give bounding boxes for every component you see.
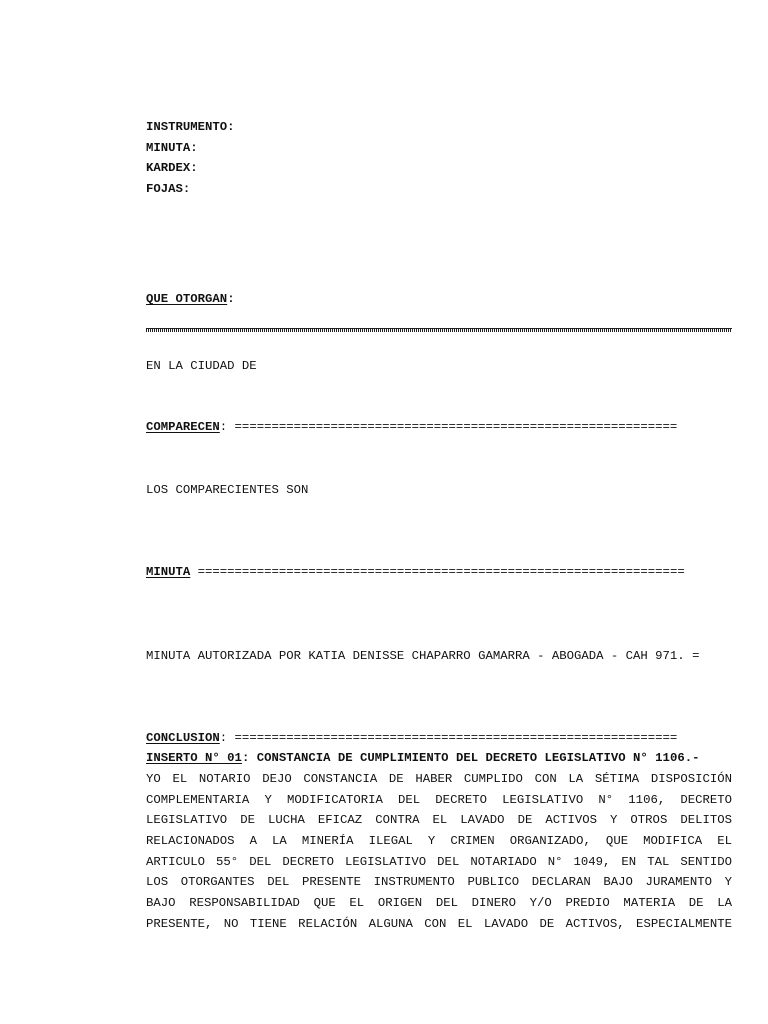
comparecen-fill: : ============================================================ — [219, 420, 678, 434]
inserto-title: : CONSTANCIA DE CUMPLIMIENTO DEL DECRETO LEGISLATIVO N° 1106.- — [241, 751, 700, 765]
conclusion-label: CONCLUSION — [146, 731, 220, 745]
comparecientes-line: LOS COMPARECIENTES SON — [146, 483, 309, 497]
instrumento-label: INSTRUMENTO: — [146, 120, 235, 134]
inserto-label: INSERTO N° 01 — [146, 751, 242, 765]
minuta-section-fill: ================================================================== — [190, 565, 685, 579]
document-page — [146, 0, 732, 1024]
ciudad-line: EN LA CIUDAD DE — [146, 359, 257, 373]
body-line: LOS OTORGANTES DEL PRESENTE INSTRUMENTO PUBLICO DECLARAN BAJO JURAMENTO Y — [146, 875, 732, 889]
inserto-heading — [146, 750, 699, 766]
comparecen-heading — [146, 419, 677, 435]
body-line: BAJO RESPONSABILIDAD QUE EL ORIGEN DEL DINERO Y/O PREDIO MATERIA DE LA — [146, 896, 732, 910]
separator-rule — [146, 328, 732, 332]
body-line: ARTICULO 55° DEL DECRETO LEGISLATIVO DEL NOTARIADO N° 1049, EN TAL SENTIDO — [146, 855, 732, 869]
body-line: LEGISLATIVO DE LUCHA EFICAZ CONTRA EL LAVADO DE ACTIVOS Y OTROS DELITOS — [146, 813, 732, 827]
fojas-label: FOJAS: — [146, 182, 191, 196]
conclusion-heading — [146, 730, 677, 746]
que-otorgan-label: QUE OTORGAN — [146, 292, 228, 306]
body-line: PRESENTE, NO TIENE RELACIÓN ALGUNA CON EL LAVADO DE ACTIVOS, ESPECIALMENTE — [146, 917, 732, 931]
minuta-label: MINUTA: — [146, 141, 198, 155]
conclusion-fill: : ============================================================ — [219, 731, 678, 745]
minuta-section-label: MINUTA — [146, 565, 191, 579]
kardex-label: KARDEX: — [146, 161, 198, 175]
minuta-text: MINUTA AUTORIZADA POR KATIA DENISSE CHAPARRO GAMARRA - ABOGADA - CAH 971. = — [146, 649, 700, 663]
que-otorgan-heading — [146, 291, 235, 307]
body-line: COMPLEMENTARIA Y MODIFICATORIA DEL DECRETO LEGISLATIVO N° 1106, DECRETO — [146, 793, 732, 807]
que-otorgan-colon: : — [227, 292, 235, 306]
comparecen-label: COMPARECEN — [146, 420, 220, 434]
body-line: RELACIONADOS A LA MINERÍA ILEGAL Y CRIMEN ORGANIZADO, QUE MODIFICA EL — [146, 834, 732, 848]
minuta-heading — [146, 564, 685, 580]
body-line: YO EL NOTARIO DEJO CONSTANCIA DE HABER CUMPLIDO CON LA SÉTIMA DISPOSICIÓN — [146, 772, 732, 786]
